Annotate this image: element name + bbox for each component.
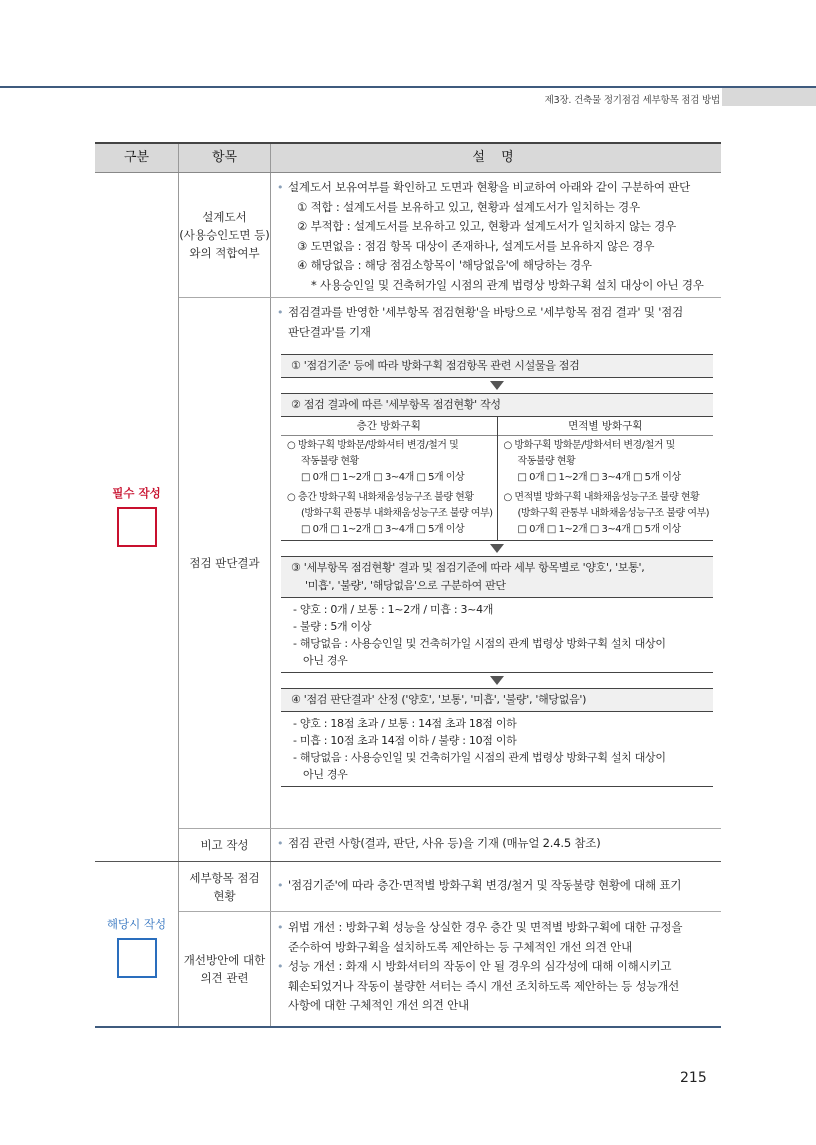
text-line: 아닌 경우 — [303, 768, 348, 781]
item-line: 설계도서 — [202, 210, 247, 224]
item-line: 점검 판단결과 — [189, 556, 260, 570]
table-header — [95, 142, 721, 173]
required-checkbox — [117, 507, 157, 547]
text-line: - 해당없음 : 사용승인일 및 건축허가일 시점의 관계 법령상 방화구획 설치 대상이 — [293, 751, 666, 764]
sub-item: ① 적합 : 설계도서를 보유하고 있고, 현황과 설계도서가 일치하는 경우 — [297, 199, 640, 214]
text-line: (방화구획 관통부 내화채움성능구조 불량 여부) — [517, 508, 710, 519]
text-line: (방화구획 관통부 내화채움성능구조 불량 여부) — [301, 508, 493, 519]
header-tab — [722, 88, 816, 106]
group-required-label: 필수 작성 — [112, 486, 161, 500]
bullet-text: • 성능 개선 : 화재 시 방화셔터의 작동이 안 될 경우의 심각성에 대해 이해시키고 — [271, 957, 721, 977]
bullet-text: • '점검기준'에 따라 층간·면적별 방화구획 변경/철거 및 작동불량 현황에 대해 표기 — [271, 876, 721, 896]
floor-item-b — [281, 488, 497, 540]
step4-details — [281, 712, 713, 787]
inspection-table — [95, 142, 721, 1028]
flow-step-1: ① '점검기준' 등에 따라 방화구획 점검항목 관련 시설물을 점검 — [281, 354, 713, 378]
text-line: '미흡', '불량', '해당없음'으로 구분하여 판단 — [305, 579, 506, 592]
floor-item-a — [281, 436, 497, 488]
desc-design-docs — [271, 178, 721, 295]
desc-improvement — [271, 918, 721, 1016]
item-line: 세부항목 점검 — [189, 870, 260, 885]
item-remarks — [179, 829, 270, 860]
header-description: 설 명 — [472, 150, 520, 165]
arrow-down-icon — [490, 381, 504, 390]
step2-table — [281, 417, 713, 541]
row-design-docs — [179, 173, 721, 298]
text-line: ○ 면적별 방화구획 내화채움성능구조 불량 현황 — [503, 492, 700, 503]
col-area — [497, 417, 714, 540]
desc-remarks — [271, 834, 721, 854]
text-line: ③ '세부항목 점검현황' 결과 및 점검기준에 따라 세부 항목별로 '양호', '보통', — [291, 561, 645, 574]
text-line: 작동불량 현황 — [517, 456, 576, 467]
flow-step-4: ④ '점검 판단결과' 산정 ('양호', '보통', '미흡', '불량', '해당없음') — [281, 688, 713, 712]
checkbox-options: □ 0개 □ 1~2개 □ 3~4개 □ 5개 이상 — [301, 472, 465, 483]
flow-step-3 — [281, 556, 713, 598]
col-floor-head: 층간 방화구획 — [281, 417, 497, 436]
sub-item: ④ 해당없음 : 해당 점검소항목이 '해당없음'에 해당하는 경우 — [297, 258, 592, 272]
group-applicable — [95, 916, 178, 978]
item-line: 개선방안에 대한 — [183, 953, 266, 967]
group-applicable-label: 해당시 작성 — [106, 917, 167, 931]
text-line: - 양호 : 18점 초과 / 보통 : 14점 초과 18점 이하 — [293, 717, 517, 730]
checkbox-options: □ 0개 □ 1~2개 □ 3~4개 □ 5개 이상 — [301, 524, 465, 535]
text-line: 작동불량 현황 — [301, 456, 359, 467]
item-line: (사용승인도면 등) — [179, 228, 270, 242]
bullet-text-continued: 사항에 대한 구체적인 개선 의견 안내 — [288, 998, 469, 1012]
sub-item: ③ 도면없음 : 점검 항목 대상이 존재하나, 설계도서를 보유하지 않은 경우 — [297, 238, 655, 253]
desc-judgement — [271, 303, 721, 823]
applicable-group — [95, 862, 721, 1028]
row-judgement — [179, 298, 721, 829]
bullet-text: • 점검 관련 사항(결과, 판단, 사유 등)을 기재 (매뉴얼 2.4.5 참조) — [271, 834, 721, 854]
bullet-text: • 점검결과를 반영한 '세부항목 점검현황'을 바탕으로 '세부항목 점검 결과' 및 '점검 — [271, 303, 721, 323]
bullet-text-continued: 준수하여 방화구획을 설치하도록 제안하는 등 구체적인 개선 의견 안내 — [288, 939, 633, 954]
row-remarks — [179, 829, 721, 860]
desc-status — [271, 876, 721, 896]
checkbox-options: □ 0개 □ 1~2개 □ 3~4개 □ 5개 이상 — [517, 524, 681, 535]
col-floor — [281, 417, 497, 540]
item-improvement — [179, 912, 270, 1026]
chapter-header: 제3장. 건축물 정기점검 세부항목 점검 방법 — [544, 95, 720, 106]
row-improvement — [179, 912, 721, 1026]
top-rule — [0, 86, 816, 88]
item-design-docs — [179, 173, 270, 297]
text-line: - 양호 : 0개 / 보통 : 1~2개 / 미흡 : 3~4개 — [293, 603, 494, 616]
col-area-head: 면적별 방화구획 — [498, 417, 714, 436]
checkbox-options: □ 0개 □ 1~2개 □ 3~4개 □ 5개 이상 — [517, 472, 681, 483]
item-line: 현황 — [213, 888, 236, 903]
note-text: * 사용승인일 및 건축허가일 시점의 관계 법령상 방화구획 설치 대상이 아닌 경우 — [311, 277, 704, 292]
bullet-text-continued: 판단결과'를 기재 — [288, 324, 371, 339]
text-line: ○ 층간 방화구획 내화채움성능구조 불량 현황 — [287, 492, 474, 503]
group-required — [95, 485, 178, 547]
sub-item: ② 부적합 : 설계도서를 보유하고 있고, 현황과 설계도서가 일치하지 않는 경우 — [297, 219, 677, 233]
judgement-flow — [281, 354, 713, 787]
row-status — [179, 862, 721, 912]
required-group — [95, 173, 721, 861]
bullet-text: • 위법 개선 : 방화구획 성능을 상실한 경우 층간 및 면적별 방화구획에 대한 규정을 — [271, 918, 721, 938]
header-category: 구분 — [123, 150, 150, 165]
step3-details — [281, 598, 713, 673]
area-item-b — [498, 488, 714, 540]
applicable-checkbox — [117, 938, 157, 978]
item-line: 비고 작성 — [200, 837, 249, 852]
item-status — [179, 862, 270, 911]
arrow-down-icon — [490, 676, 504, 685]
text-line: - 미흡 : 10점 초과 14점 이하 / 불량 : 10점 이하 — [293, 734, 517, 747]
bullet-text: • 설계도서 보유여부를 확인하고 도면과 현황을 비교하여 아래와 같이 구분하여 판단 — [271, 178, 721, 198]
page-number: 215 — [680, 1070, 707, 1086]
text-line: ○ 방화구획 방화문/방화셔터 변경/철거 및 — [503, 440, 675, 451]
arrow-down-icon — [490, 544, 504, 553]
bullet-text-continued: 훼손되었거나 작동이 불량한 셔터는 즉시 개선 조치하도록 제안하는 등 성능개선 — [288, 978, 680, 993]
flow-step-2: ② 점검 결과에 따른 '세부항목 점검현황' 작성 — [281, 393, 713, 417]
header-item: 항목 — [211, 150, 238, 165]
text-line: ○ 방화구획 방화문/방화셔터 변경/철거 및 — [287, 440, 459, 451]
item-line: 의견 관련 — [200, 971, 249, 985]
text-line: 아닌 경우 — [303, 654, 348, 667]
area-item-a — [498, 436, 714, 488]
item-line: 와의 적합여부 — [189, 246, 260, 260]
text-line: - 해당없음 : 사용승인일 및 건축허가일 시점의 관계 법령상 방화구획 설치 대상이 — [293, 637, 666, 650]
item-judgement — [179, 298, 270, 828]
text-line: - 불량 : 5개 이상 — [293, 620, 372, 633]
